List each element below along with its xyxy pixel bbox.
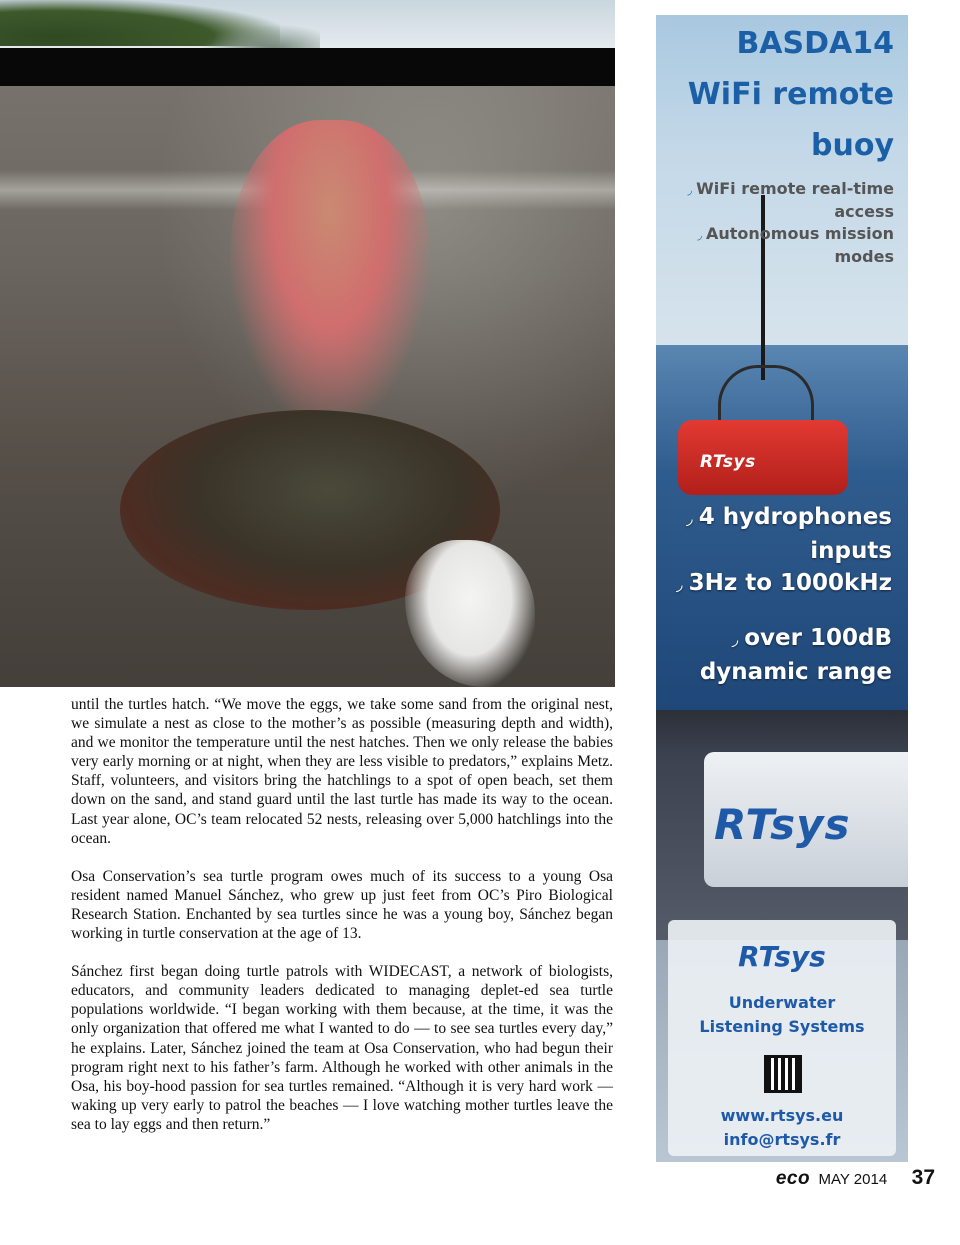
qr-code-icon[interactable] [764, 1055, 802, 1093]
ad-spec [657, 501, 892, 567]
page-footer [776, 1166, 935, 1190]
rtsys-advertisement [656, 15, 908, 1162]
ad-tagline: Listening Systems [699, 1017, 865, 1036]
wifi-icon: ◞ [687, 183, 693, 197]
photo-woman [230, 120, 430, 420]
article-paragraph: Osa Conservation’s sea turtle program owes much of its success to a young Osa resident named Manuel Sánchez, who grew up just feet from OC’s Piro Biological Research Station. Enchanted by sea turtles since he was a young boy, Sánchez began working in turtle conservation at the age of 13. [71, 867, 613, 943]
photo-headland [200, 24, 320, 50]
page-number: 37 [911, 1166, 935, 1189]
ad-title-line: WiFi remote [687, 77, 894, 112]
buoy-logo: RTsys [700, 452, 756, 472]
ad-spec-text: 4 hydrophones inputs [698, 504, 892, 564]
ad-spec [657, 622, 892, 688]
article-photo [0, 0, 615, 687]
ad-spec-text: over 100dB dynamic range [699, 625, 892, 685]
ad-tagline: Underwater [728, 993, 836, 1012]
rtsys-hull-logo: RTsys [714, 800, 851, 849]
buoy-cage [718, 365, 814, 423]
ad-feature [674, 178, 894, 223]
article-paragraph: until the turtles hatch. “We move the eggs, we take some sand from the original nest, we simulate a nest as close to the mother’s as possible (measuring depth and width), and we monitor the temperature until the nest hatches. Then we only release the babies very early morning or at night, when they are less visible to predators,” explains Metz. Staff, volunteers, and visitors bring the hatchlings to a spot of open beach, set them down on the sand, and stand guard until the last turtle has made its way to the ocean. Last year alone, OC’s team relocated 52 nests, releasing over 5,000 hatchlings into the ocean. [71, 696, 613, 847]
ad-email-link[interactable]: info@rtsys.fr [723, 1130, 841, 1149]
ad-feature-text: Autonomous mission modes [705, 224, 894, 266]
article-body [71, 695, 613, 1153]
ad-website-link[interactable]: www.rtsys.eu [720, 1106, 844, 1125]
ad-title-line: buoy [811, 128, 894, 163]
wifi-icon: ◞ [686, 509, 693, 529]
ad-spec-text: 3Hz to 1000kHz [688, 570, 892, 596]
ad-spec [657, 567, 892, 601]
ad-title-line: BASDA14 [736, 26, 894, 61]
wifi-icon: ◞ [676, 575, 683, 595]
article-paragraph: Sánchez first began doing turtle patrols with WIDECAST, a network of biologists, educators, and community leaders dedicated to managing deplet-ed sea turtle populations worldwide. “I began working with them because, at the time, it was the only organization that offered me what I wanted to do — to see sea turtles every day,” he explains. Later, Sánchez joined the team at Osa Conservation, who had begun their program right next to his father’s farm. Although he worked with other animals in the Osa, his boy-hood passion for sea turtles remained. “Although it is very hard work — waking up very early to patrol the beaches — I love watching mother turtles leave the sea to lay eggs and then return.” [71, 963, 613, 1133]
wifi-icon: ◞ [697, 228, 702, 242]
wifi-icon: ◞ [731, 630, 739, 650]
issue-date: MAY 2014 [818, 1171, 888, 1188]
ad-feature [674, 223, 894, 268]
ad-feature-text: WiFi remote real-time access [696, 179, 894, 221]
photo-black-band [0, 48, 615, 86]
rtsys-logo: RTsys [738, 940, 826, 973]
magazine-name: eco [775, 1168, 811, 1189]
